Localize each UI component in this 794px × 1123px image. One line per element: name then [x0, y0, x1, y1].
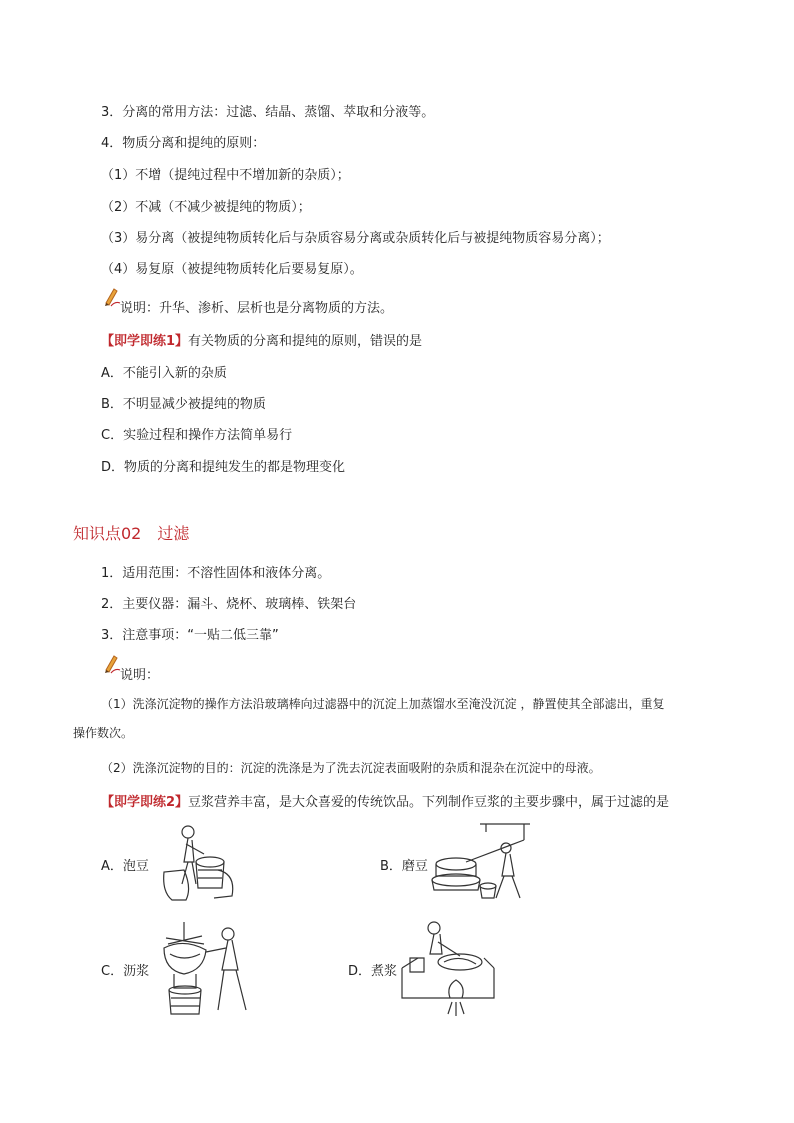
note-text: 说明：升华、渗析、层析也是分离物质的方法。 — [120, 301, 394, 316]
note-text: （1）洗涤沉淀物的操作方法沿玻璃棒向过滤器中的沉淀上加蒸馏水至淹没沉淀 ，静置使其全部滤出，重复 — [101, 697, 665, 711]
grinding-beans-illustration — [426, 820, 536, 902]
note-text: 操作数次。 — [73, 726, 134, 740]
practice-question — [101, 791, 669, 810]
text-line: （1）不增（提纯过程中不增加新的杂质）； — [101, 168, 350, 183]
pencil-icon — [102, 654, 122, 674]
text-line: （4）易复原（被提纯物质转化后要易复原）。 — [101, 262, 363, 277]
question-text: 豆浆营养丰富，是大众喜爱的传统饮品。下列制作豆浆的主要步骤中，属于过滤的是 — [188, 795, 670, 810]
practice-tag: 【即学即练1】 — [101, 334, 189, 349]
option-c-label: C．沥浆 — [101, 964, 150, 979]
text-line: 2．主要仪器：漏斗、烧杯、玻璃棒、铁架台 — [101, 597, 357, 612]
option-item: C．实验过程和操作方法简单易行 — [101, 428, 293, 443]
option-item: D．物质的分离和提纯发生的都是物理变化 — [101, 460, 346, 475]
straining-pulp-illustration — [156, 918, 256, 1018]
practice-tag: 【即学即练2】 — [101, 795, 189, 810]
text-line: 3．注意事项：“一贴二低三靠” — [101, 628, 279, 643]
option-item: B．不明显减少被提纯的物质 — [101, 397, 266, 412]
soaking-beans-illustration — [158, 822, 240, 904]
section-heading: 知识点02 过滤 — [73, 524, 190, 543]
option-b-label: B．磨豆 — [380, 859, 428, 874]
option-item: A．不能引入新的杂质 — [101, 366, 227, 381]
note-label: 说明： — [120, 668, 160, 683]
option-d-label: D．煮浆 — [348, 964, 398, 979]
text-line: 4．物质分离和提纯的原则： — [101, 136, 266, 151]
text-line: （3）易分离（被提纯物质转化后与杂质容易分离或杂质转化后与被提纯物质容易分离）； — [101, 231, 610, 246]
practice-question — [101, 330, 422, 349]
boiling-pulp-illustration — [400, 918, 500, 1018]
note-text: （2）洗涤沉淀物的目的：沉淀的洗涤是为了洗去沉淀表面吸附的杂质和混杂在沉淀中的母液。 — [101, 761, 601, 775]
text-line: 1．适用范围：不溶性固体和液体分离。 — [101, 566, 331, 581]
question-text: 有关物质的分离和提纯的原则，错误的是 — [188, 334, 423, 349]
text-line: （2）不减（不减少被提纯的物质）； — [101, 200, 311, 215]
text-line: 3．分离的常用方法：过滤、结晶、蒸馏、萃取和分液等。 — [101, 105, 435, 120]
option-a-label: A．泡豆 — [101, 859, 149, 874]
pencil-icon — [102, 287, 122, 307]
